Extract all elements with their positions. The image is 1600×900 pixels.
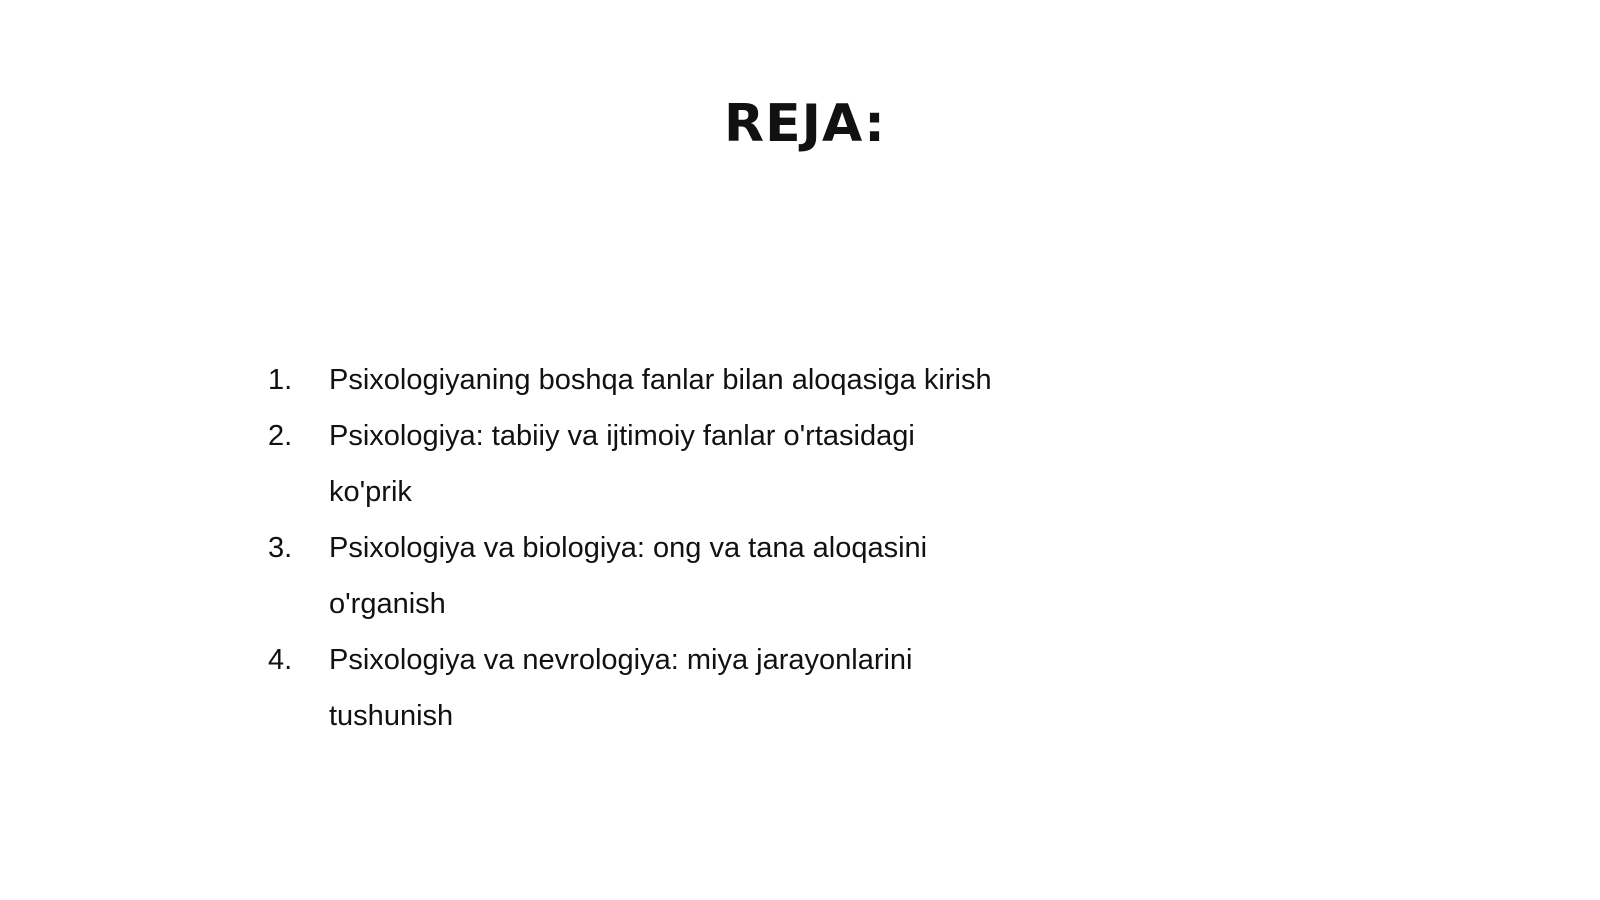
list-item-number: 1. — [268, 364, 293, 396]
list-item-text: Psixologiya: tabiiy va ijtimoiy fanlar o'rtasidagi ko'prik — [329, 420, 915, 508]
list-item — [268, 408, 998, 520]
list-item — [268, 352, 998, 408]
list-item-number: 2. — [268, 420, 293, 452]
list-item — [268, 632, 998, 744]
list-item-number: 4. — [268, 644, 293, 676]
list-item-text: Psixologiya va biologiya: ong va tana aloqasini o'rganish — [329, 532, 928, 620]
list-item-number: 3. — [268, 532, 293, 564]
list-item — [268, 520, 998, 632]
plan-list — [268, 352, 998, 744]
list-item-text: Psixologiya va nevrologiya: miya jarayonlarini tushunish — [329, 644, 913, 732]
list-item-text: Psixologiyaning boshqa fanlar bilan aloqasiga kirish — [329, 364, 992, 396]
slide-title: REJA: — [724, 94, 886, 154]
